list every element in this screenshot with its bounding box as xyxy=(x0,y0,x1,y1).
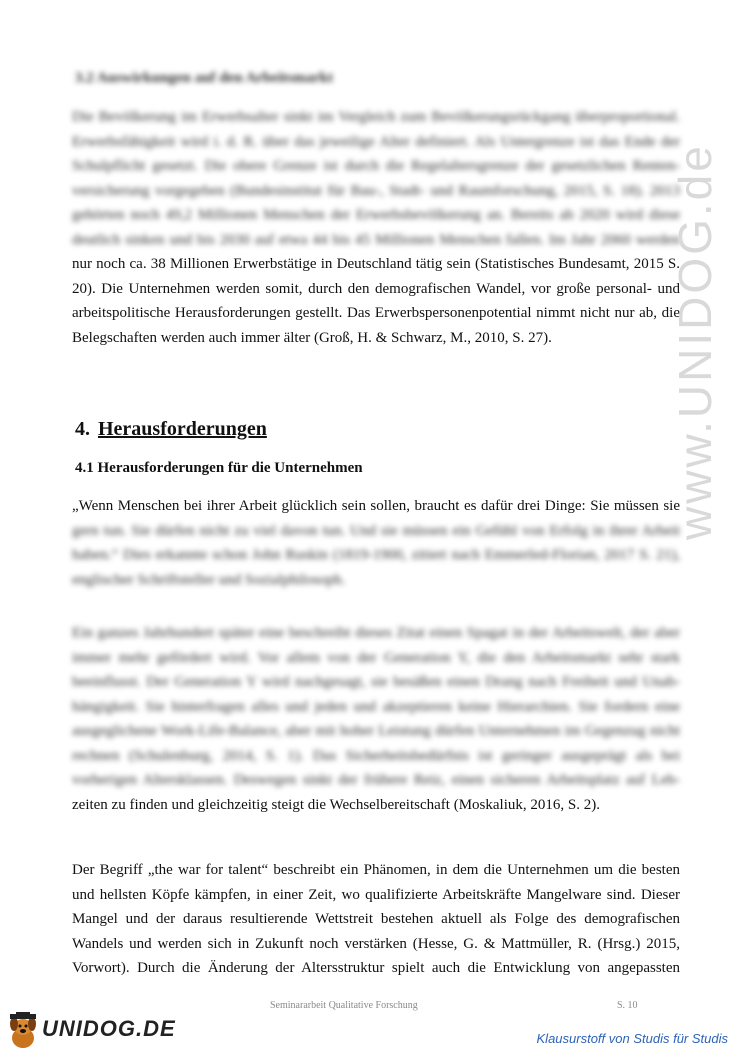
footer-page-number: S. 10 xyxy=(617,1000,638,1011)
blurred-line: vorherigen Altersklassen. Deswegen sinkt der frühere Reiz, einen sicheren Arbeitsplatz auf Leb- xyxy=(72,772,680,788)
blurred-line: Ein ganzes Jahrhundert später eine beschreibt dieses Zitat einen Spagat in der Arbeitswelt, der aber xyxy=(72,625,680,641)
chapter-number: 4. xyxy=(75,418,90,440)
text-line: 20). Die Unternehmen werden somit, durch den demografischen Wandel, vor große personal- und xyxy=(72,280,680,297)
paragraph-quote xyxy=(72,494,680,592)
text-line: Wandels und werden sich in Zukunft noch verstärken (Hesse, G. & Mattmüller, R. (Hrsg.) 2015, xyxy=(72,935,680,952)
blurred-line: hängigkeit. Sie hinterfragen alles und jeden und akzeptieren keine Hierarchien. Sie fordern eine xyxy=(72,698,680,715)
blurred-line: Die Bevölkerung im Erwerbsalter sinkt im Vergleich zum Bevölkerungsrückgang überproportional. xyxy=(72,109,680,125)
text-line: Belegschaften werden auch immer älter (Groß, H. & Schwarz, M., 2010, S. 27). xyxy=(72,329,552,346)
blurred-line: beeinflusst. Der Generation Y wird nachgesagt, sie besäßen einen Drang nach Freiheit und Unab- xyxy=(72,674,680,690)
dog-icon xyxy=(6,1012,40,1052)
unidog-logo[interactable] xyxy=(6,1012,176,1052)
logo-text: UNIDOG.DE xyxy=(42,1016,176,1041)
blurred-line: gehörten noch 49,2 Millionen Menschen der Erwerbsbevölkerung an. Bereits ab 2020 wird diese xyxy=(72,207,680,223)
text-line: Der Begriff „the war for talent“ beschreibt ein Phänomen, in dem die Unternehmen um die besten xyxy=(72,862,680,878)
text-line: Vorwort). Durch die Änderung der Altersstruktur spielt auch die Entwicklung von angepassten xyxy=(72,960,680,976)
clear-text-block xyxy=(72,858,680,981)
blurred-line: versicherung vorgegeben (Bundesinstitut für Bau-, Stadt- und Raumforschung, 2015, S. 18). 2013 xyxy=(72,182,680,199)
blurred-line: englischer Schriftsteller und Sozialphilosoph. xyxy=(72,571,346,588)
blurred-text-block xyxy=(72,621,680,793)
chapter-heading xyxy=(75,418,267,441)
blurred-line: Erwerbsfähigkeit wird i. d. R. über das jeweilige Alter definiert. Als Untergrenze ist das Ende der xyxy=(72,133,680,150)
subsection-heading: 4.1 Herausforderungen für die Unternehmen xyxy=(75,460,363,476)
clear-text-block xyxy=(72,252,680,350)
section-heading: 3.2 Auswirkungen auf den Arbeitsmarkt xyxy=(75,70,333,86)
blurred-line: immer mehr gefördert wird. Vor allem von der Generation Y, die den Arbeitsmarkt sehr stark xyxy=(72,649,680,666)
text-line: Mangel und der daraus resultierende Wettstreit bestehen aktuell als Folge des demografischen xyxy=(72,911,680,927)
clear-text-block xyxy=(72,793,680,818)
tagline: Klausurstoff von Studis für Studis xyxy=(536,1031,728,1046)
text-line: arbeitspolitische Herausforderungen gestellt. Das Erwerbspersonenpotential nimmt nicht nur ab, die xyxy=(72,305,680,321)
blurred-line: deutlich sinken und bis 2030 auf etwa 44 bis 45 Millionen Menschen fallen. Im Jahr 2060 werden xyxy=(72,231,680,248)
paragraph-generation-y xyxy=(72,621,680,817)
blurred-text-block xyxy=(72,105,680,252)
text-line: zeiten zu finden und gleichzeitig steigt die Wechselbereitschaft (Moskaliuk, 2016, S. 2). xyxy=(72,796,600,813)
blurred-line: ausgeglichene Work-Life-Balance, aber mit hoher Leistung dürfen Unternehmen im Gegenzug nicht xyxy=(72,723,680,739)
text-line: und hellsten Köpfe kämpfen, in einer Zeit, wo qualifizierte Arbeitskräfte Mangelware sind. Dieser xyxy=(72,886,680,903)
blurred-line: rechnen (Schulenburg, 2014, S. 1). Das Sicherheitsbedürfnis ist geringer ausgeprägt als bei xyxy=(72,747,680,764)
footer-title: Seminararbeit Qualitative Forschung xyxy=(270,1000,418,1011)
quote-first-line: „Wenn Menschen bei ihrer Arbeit glücklich sein sollen, braucht es dafür drei Dinge: Sie müssen sie xyxy=(72,498,680,514)
chapter-title: Herausforderungen xyxy=(98,418,267,440)
blurred-line: gern tun. Sie dürfen nicht zu viel davon tun. Und sie müssen ein Gefühl von Erfolg in ihrer Arbeit xyxy=(72,522,680,539)
paragraph-war-for-talent xyxy=(72,858,680,981)
paragraph-erwerbsbevoelkerung xyxy=(72,105,680,350)
blurred-quote-block xyxy=(72,519,680,593)
blurred-line: haben.“ Dies erkannte schon John Ruskin (1819-1900, zitiert nach Emmerled-Florian, 2017 S. 21), xyxy=(72,547,680,563)
text-line: nur noch ca. 38 Millionen Erwerbstätige in Deutschland tätig sein (Statistisches Bundesamt, 2015 S. xyxy=(72,256,680,272)
watermark-text: www.UNIDOG.de xyxy=(669,143,721,540)
blurred-line: Schulpflicht gesetzt. Die obere Grenze ist durch die Regelaltersgrenze der gesetzlichen Renten- xyxy=(72,158,680,174)
